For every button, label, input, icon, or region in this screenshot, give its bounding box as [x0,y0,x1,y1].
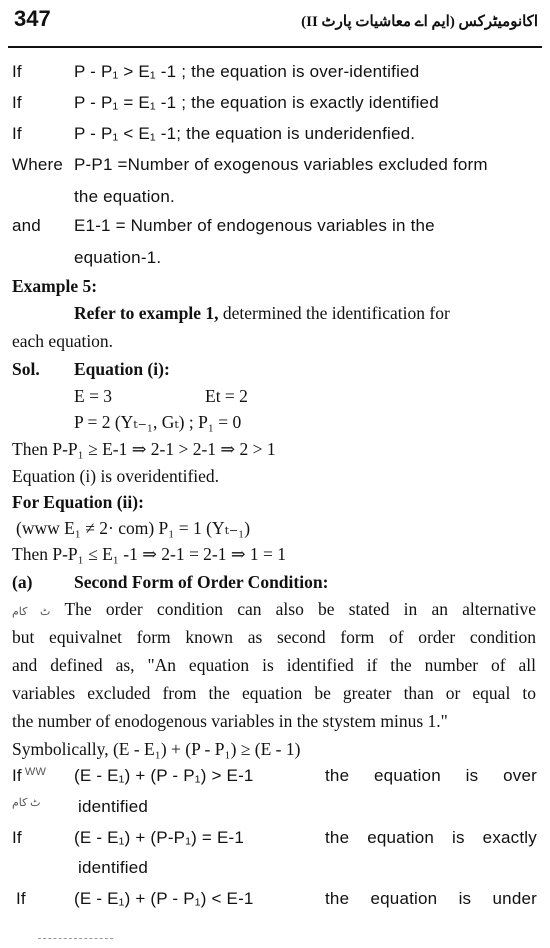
section-label: (a) [12,572,33,592]
equation-1-conclusion: Equation (i) is overidentified. [12,466,220,486]
rule-condition: P - P₁ = E₁ -1 ; the equation is exactly identified [74,93,439,112]
equation-2-then: Then P-P₁ ≤ E₁ -1 ⇒ 2-1 = 2-1 ⇒ 1 = 1 [12,544,287,564]
watermark-text: ٹ کام [12,606,51,618]
equation-1-et: Et = 2 [205,386,248,406]
and-label: and [12,216,41,235]
paragraph-line-5: the number of enodogenous variables in the stystem minus 1." [12,711,448,731]
where-line-3: E1-1 = Number of endogenous variables in the [74,216,435,235]
equation-1-heading: Equation (i): [74,359,170,379]
rule-2-under-label: If [16,889,26,908]
rule-2-over-result: the equation is over [325,766,537,785]
equation-1-p: P = 2 (Yₜ₋₁, Gₜ) ; P₁ = 0 [74,412,242,432]
equation-1-e: E = 3 [74,386,113,406]
footer-smudge [38,938,113,939]
rule-label: If [12,62,22,81]
example-intro-line-2: each equation. [12,331,114,351]
equation-2-heading: For Equation (ii): [12,492,144,512]
symbolic-expression: Symbolically, (E - E₁) + (P - P₁) ≥ (E - 1) [12,739,301,759]
where-label: Where [12,155,64,174]
rule-2-over-label: If $^{WW}$ [12,766,47,785]
where-line-1: P-P1 =Number of exogenous variables excluded form [74,155,488,174]
rule-2-exact-result-cont: identified [78,858,149,877]
paragraph-line-2: but equivalnet form known as second form of order condition [12,627,536,647]
rule-2-exact-condition: (E - E₁) + (P-P₁) = E-1 [74,828,245,847]
rule-2-exact-result: the equation is exactly [325,828,537,847]
example-reference: Refer to example 1, [74,303,219,323]
rule-condition: P - P₁ < E₁ -1; the equation is underidenfied. [74,124,416,143]
paragraph-line-3: and defined as, "An equation is identified if the number of all [12,655,536,675]
paragraph-line-1: ٹ کام The order condition can also be stated in an alternative [12,599,536,619]
equation-1-then: Then P-P₁ ≥ E-1 ⇒ 2-1 > 2-1 ⇒ 2 > 1 [12,439,276,459]
rule-label: If [12,93,22,112]
rule-2-under-condition: (E - E₁) + (P - P₁) < E-1 [74,889,254,908]
watermark-text: ٹ کام [12,797,41,809]
example-heading: Example 5: [12,276,98,296]
equation-2-line: (www E₁ ≠ 2· com) P₁ = 1 (Yₜ₋₁) [16,518,251,538]
running-header: اکانومیٹرکس (ایم اے معاشیات پارٹ II) [301,14,538,30]
header-rule [8,46,542,48]
watermark-text: WW [24,766,47,778]
example-intro [74,303,450,324]
rule-2-exact-label: If [12,828,22,847]
rule-2-over-condition: (E - E₁) + (P - P₁) > E-1 [74,766,254,785]
rule-label: If [12,124,22,143]
rule-2-over-result-cont: identified [78,797,149,816]
rule-condition: P - P₁ > E₁ -1 ; the equation is over-identified [74,62,420,81]
paragraph-line-4: variables excluded from the equation be greater than or equal to [12,683,536,703]
rule-2-under-result: the equation is under [325,889,537,908]
solution-label: Sol. [12,359,40,379]
example-intro-rest: determined the identification for [218,303,450,323]
where-line-2: the equation. [74,187,175,206]
where-line-4: equation-1. [74,248,162,267]
page-number: 347 [14,6,51,31]
section-heading: Second Form of Order Condition: [74,572,329,592]
